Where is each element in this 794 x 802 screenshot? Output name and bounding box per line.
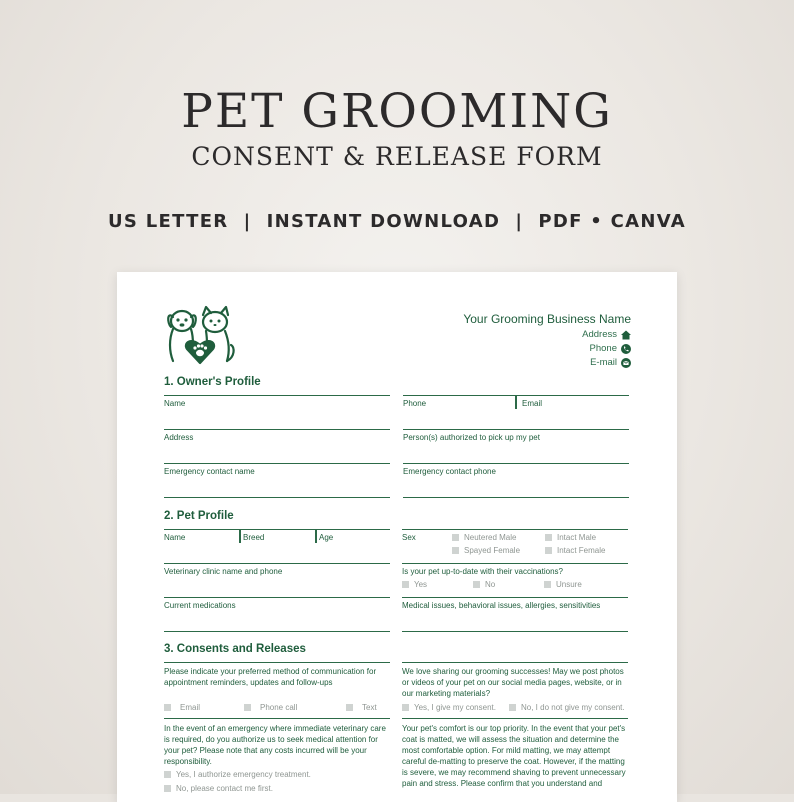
neutered-male-label: Neutered Male (464, 533, 517, 542)
emergency-no-checkbox[interactable] (164, 785, 171, 792)
vacc-unsure-checkbox[interactable] (544, 581, 551, 588)
owner-name-label: Name (164, 399, 186, 408)
spayed-female-checkbox[interactable] (452, 547, 459, 554)
vet-clinic-field[interactable] (164, 563, 390, 576)
vaccination-field (402, 563, 628, 576)
comm-text-checkbox[interactable] (346, 704, 353, 711)
vet-clinic-label: Veterinary clinic name and phone (164, 567, 283, 576)
emergency-name-field[interactable] (164, 463, 390, 476)
emergency-no-label: No, please contact me first. (176, 784, 273, 793)
vacc-yes-label: Yes (414, 580, 428, 589)
comm-phone-checkbox[interactable] (244, 704, 251, 711)
section-pet-title: 2. Pet Profile (164, 510, 234, 522)
spayed-female-label: Spayed Female (464, 546, 521, 555)
phone-label: Phone (589, 343, 617, 354)
comm-text-label: Text (362, 703, 377, 712)
vaccination-label: Is your pet up-to-date with their vaccinations? (402, 567, 563, 576)
business-name: Your Grooming Business Name (463, 312, 631, 326)
owner-email-label: Email (522, 399, 543, 408)
vacc-unsure-label: Unsure (556, 580, 582, 589)
spayed-female-option[interactable] (452, 546, 520, 555)
consents-top-line-left (164, 662, 390, 663)
owner-address-label: Address (164, 433, 194, 442)
emergency-no-option[interactable] (164, 784, 273, 793)
section-consents-title: 3. Consents and Releases (164, 643, 306, 655)
hero-tags: US LETTER | INSTANT DOWNLOAD | PDF • CANVA (108, 211, 686, 232)
neutered-male-checkbox[interactable] (452, 534, 459, 541)
matting-policy-text: Your pet's comfort is our top priority. In the event that your pet's coat is matted, we will assess the situation and determine the most comfortable option. For mild matting, we may attempt careful de-matting to preserve the coat. However, if the matting is severe, we may recommend shaving to prevent unnecessary pain and stress. Please confirm that you understand and (402, 724, 626, 788)
phone-email-divider (515, 395, 517, 409)
medical-issues-field[interactable] (402, 597, 628, 610)
section-pet-bottom-line (164, 631, 390, 632)
emergency-yes-label: Yes, I authorize emergency treatment. (176, 770, 311, 779)
home-icon (621, 330, 631, 340)
business-phone (590, 343, 631, 354)
pet-age-label: Age (319, 533, 334, 542)
vacc-yes-checkbox[interactable] (402, 581, 409, 588)
owner-address-field[interactable] (164, 429, 390, 442)
pet-logo-icon (163, 305, 237, 365)
comm-phone-option[interactable] (244, 703, 297, 712)
comm-email-option[interactable] (164, 703, 200, 712)
pet-breed-label: Breed (243, 533, 265, 542)
social-media-question: We love sharing our grooming successes! May we post photos or videos of your pet on our social media pages, website, or in our marketing materials? (402, 667, 624, 698)
social-no-option[interactable] (509, 703, 625, 712)
pet-name-breed-age-field[interactable] (164, 529, 390, 542)
emergency-yes-checkbox[interactable] (164, 771, 171, 778)
business-address (582, 329, 631, 340)
comm-phone-label: Phone call (260, 703, 298, 712)
consents-mid-line-right (402, 718, 628, 719)
intact-male-checkbox[interactable] (545, 534, 552, 541)
owner-phone-label: Phone (403, 399, 427, 408)
section-owner-bottom-line (164, 497, 390, 498)
intact-female-label: Intact Female (557, 546, 606, 555)
social-yes-checkbox[interactable] (402, 704, 409, 711)
emergency-name-label: Emergency contact name (164, 467, 255, 476)
vacc-no-checkbox[interactable] (473, 581, 480, 588)
neutered-male-option[interactable] (452, 533, 516, 542)
authorized-pickup-label: Person(s) authorized to pick up my pet (403, 433, 540, 442)
business-email (590, 357, 631, 368)
vacc-unsure-option[interactable] (544, 580, 582, 589)
hero-subtitle: CONSENT & RELEASE FORM (191, 142, 603, 171)
comm-email-checkbox[interactable] (164, 704, 171, 711)
intact-female-checkbox[interactable] (545, 547, 552, 554)
social-yes-option[interactable] (402, 703, 496, 712)
emergency-yes-option[interactable] (164, 770, 311, 779)
emergency-care-question: In the event of an emergency where immediate veterinary care is required, do you authorize us to seek medical attention for your pet? Please note that any costs incurred will be your responsibility. (164, 724, 386, 766)
owner-name-field[interactable] (164, 395, 390, 408)
authorized-pickup-field[interactable] (403, 429, 629, 442)
social-yes-label: Yes, I give my consent. (414, 703, 496, 712)
comm-text-option[interactable] (346, 703, 377, 712)
social-no-label: No, I do not give my consent. (521, 703, 625, 712)
pet-sex-label: Sex (402, 533, 416, 542)
comm-email-label: Email (180, 703, 201, 712)
consents-mid-line-left (164, 718, 390, 719)
pet-name-label: Name (164, 533, 186, 542)
phone-icon (621, 344, 631, 354)
vacc-yes-option[interactable] (402, 580, 427, 589)
name-breed-divider (239, 529, 241, 543)
vacc-no-label: No (485, 580, 496, 589)
vacc-no-option[interactable] (473, 580, 495, 589)
communication-question: Please indicate your preferred method of communication for appointment reminders, updates and follow-ups (164, 667, 377, 687)
hero-title: PET GROOMING (181, 84, 613, 139)
email-label: E-mail (590, 357, 617, 368)
section-owner-title: 1. Owner's Profile (164, 376, 261, 388)
medications-field[interactable] (164, 597, 390, 610)
section-owner-bottom-line-right (403, 497, 629, 498)
emergency-phone-label: Emergency contact phone (403, 467, 496, 476)
breed-age-divider (315, 529, 317, 543)
intact-male-label: Intact Male (557, 533, 597, 542)
section-pet-bottom-line-right (402, 631, 628, 632)
address-label: Address (582, 329, 617, 340)
mail-icon (621, 358, 631, 368)
emergency-phone-field[interactable] (403, 463, 629, 476)
consents-top-line-right (402, 662, 628, 663)
medications-label: Current medications (164, 601, 236, 610)
intact-female-option[interactable] (545, 546, 605, 555)
intact-male-option[interactable] (545, 533, 596, 542)
medical-issues-label: Medical issues, behavioral issues, allergies, sensitivities (402, 601, 601, 610)
form-sheet (117, 272, 677, 802)
social-no-checkbox[interactable] (509, 704, 516, 711)
